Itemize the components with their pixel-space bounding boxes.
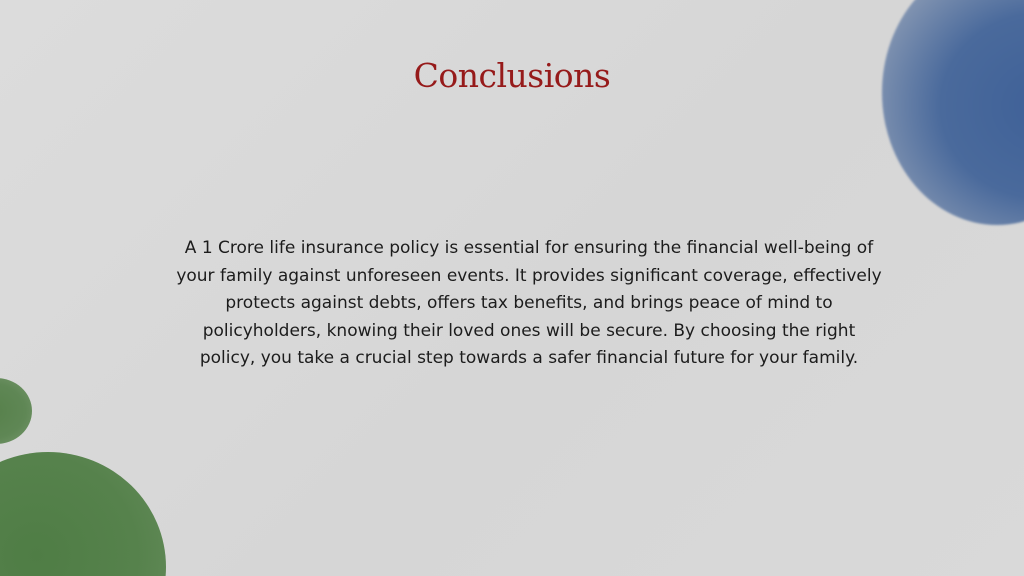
small-green-decorative-blob: [0, 378, 32, 444]
slide-title: Conclusions: [413, 56, 611, 95]
blue-decorative-blob: [882, 0, 1024, 225]
large-green-decorative-blob: [0, 452, 166, 576]
slide-body-text: A 1 Crore life insurance policy is essential for ensuring the financial well-being of your family against unforeseen events. It provides significant coverage, effectively protects against debts, offers tax benefits, and brings peace of mind to policyholders, knowing their loved ones will be secure. By choosing the right policy, you take a crucial step towards a safer financial future for your family.: [176, 238, 882, 368]
